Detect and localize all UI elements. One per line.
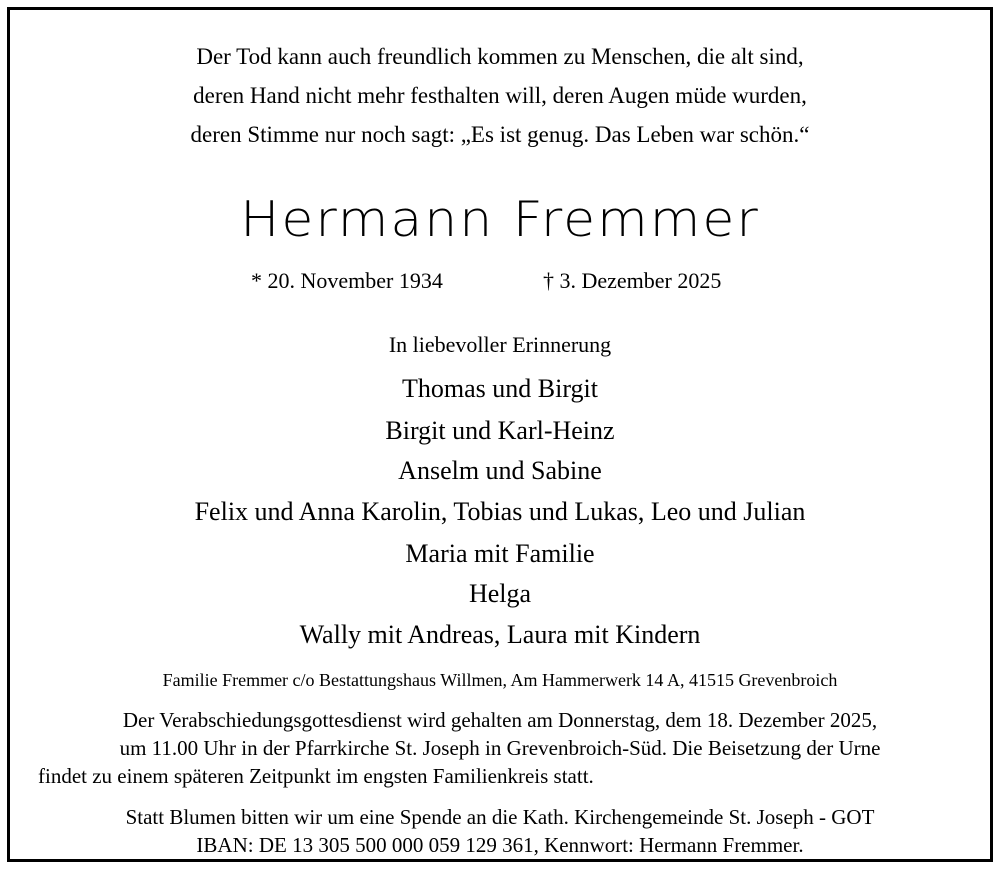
family-member: Thomas und Birgit — [402, 374, 598, 403]
family-member: Maria mit Familie — [405, 539, 595, 568]
poem-line: deren Stimme nur noch sagt: „Es ist genug. Das Leben war schön.“ — [190, 122, 810, 147]
family-member: Birgit und Karl-Heinz — [385, 416, 615, 445]
poem-line: Der Tod kann auch freundlich kommen zu Menschen, die alt sind, — [196, 44, 804, 69]
service-line: um 11.00 Uhr in der Pfarrkirche St. Joseph in Grevenbroich-Süd. Die Beisetzung der Urne — [119, 736, 881, 760]
deceased-name: Hermann Fremmer — [240, 191, 760, 249]
death-date: † 3. Dezember 2025 — [543, 268, 722, 293]
poem-line: deren Hand nicht mehr festhalten will, deren Augen müde wurden, — [193, 83, 807, 108]
family-member: Anselm und Sabine — [398, 456, 602, 485]
donation-line: IBAN: DE 13 305 500 000 059 129 361, Kennwort: Hermann Fremmer. — [196, 833, 804, 857]
service-line: findet zu einem späteren Zeitpunkt im engsten Familienkreis statt. — [38, 764, 594, 788]
birth-date: * 20. November 1934 — [251, 268, 443, 293]
family-member: Helga — [468, 579, 532, 608]
family-member: Felix und Anna Karolin, Tobias und Lukas, Leo und Julian — [194, 497, 806, 526]
donation-line: Statt Blumen bitten wir um eine Spende an die Kath. Kirchengemeinde St. Joseph - GOT — [125, 805, 875, 829]
family-member: Wally mit Andreas, Laura mit Kindern — [299, 620, 701, 649]
obituary-notice — [7, 7, 993, 862]
family-address: Familie Fremmer c/o Bestattungshaus Willmen, Am Hammerwerk 14 A, 41515 Grevenbroich — [162, 670, 838, 690]
service-line: Der Verabschiedungsgottesdienst wird gehalten am Donnerstag, dem 18. Dezember 2025, — [122, 708, 878, 732]
memory-label: In liebevoller Erinnerung — [388, 332, 612, 357]
